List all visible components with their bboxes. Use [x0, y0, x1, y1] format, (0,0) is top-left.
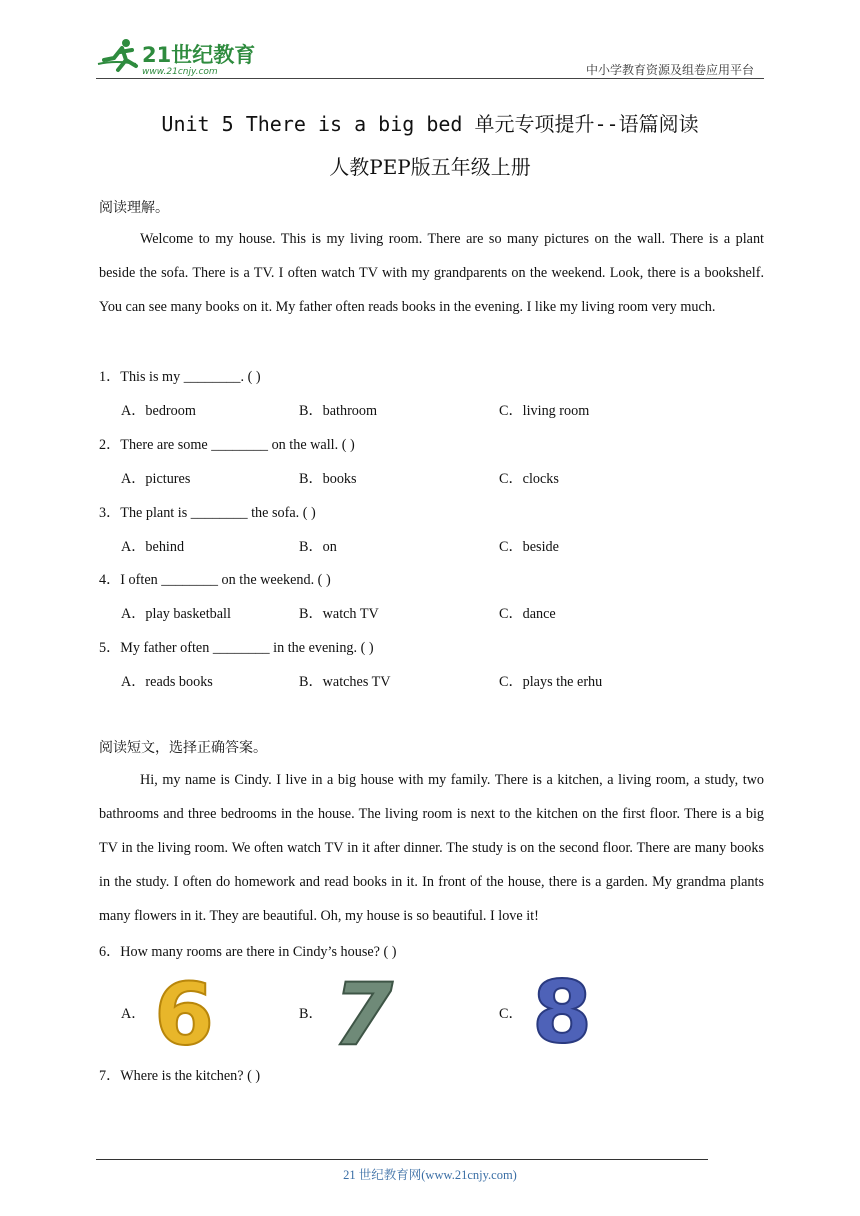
platform-label: 中小学教育资源及组卷应用平台: [585, 63, 754, 77]
q4-option-b: B．watch TV: [299, 606, 379, 622]
svg-text:www.21cnjy.com: www.21cnjy.com: [142, 67, 218, 77]
q2-option-b: B．books: [299, 471, 357, 487]
number-eight-image: [522, 966, 602, 1052]
number-six-image: [144, 968, 224, 1054]
q4-option-c: C．dance: [499, 606, 556, 622]
q5-option-c: C．plays the erhu: [499, 674, 603, 690]
q5-option-b: B．watches TV: [299, 674, 391, 690]
section2-heading: 阅读短文，选择正确答案。: [99, 740, 267, 756]
site-logo: [96, 36, 256, 78]
question-3: 3．The plant is ________ the sofa. ( ): [99, 505, 316, 521]
svg-text:21世纪教育: 21世纪教育: [142, 43, 256, 67]
header-divider: [96, 78, 764, 79]
section1-heading: 阅读理解。: [99, 200, 169, 216]
q1-option-b: B．bathroom: [299, 403, 378, 419]
question-7: 7．Where is the kitchen? ( ): [99, 1068, 261, 1084]
page-subtitle: 人教PEP版五年级上册: [329, 155, 531, 179]
svg-text:8: 8: [532, 966, 592, 1052]
section2-passage: Hi, my name is Cindy. I live in a big house with my family. There is a kitchen, a living room, a study, two bathrooms and three bedrooms in the house. The living room is next to the kitchen on the first floor. There is a big TV in the living room. We often watch TV in it after dinner. The study is on the second floor. There are many books in the study. I often do homework and read books in it. In front of the house, there is a garden. My grandma plants many flowers in it. They are beautiful. Oh, my house is so beautiful. I love it!: [99, 772, 764, 924]
q2-option-a: A．pictures: [121, 471, 191, 487]
q3-option-a: A．behind: [121, 539, 185, 555]
question-1: 1．This is my ________. ( ): [99, 369, 261, 385]
number-seven-image: [323, 968, 403, 1054]
page-title: Unit 5 There is a big bed 单元专项提升--语篇阅读: [161, 112, 699, 136]
q6-option-a-label: A．: [121, 1006, 146, 1022]
section1-passage: Welcome to my house. This is my living room. There are so many pictures on the wall. There is a plant beside the sofa. There is a TV. I often watch TV with my grandparents on the weekend. Look, there is a bookshelf. You can see many books on it. My father often reads books in the evening. I like my living room very much.: [99, 231, 764, 315]
q5-option-a: A．reads books: [121, 674, 213, 690]
svg-text:7: 7: [333, 968, 393, 1054]
q1-option-c: C．living room: [499, 403, 590, 419]
question-6: 6．How many rooms are there in Cindy’s house? ( ): [99, 944, 397, 960]
q4-option-a: A．play basketball: [121, 606, 231, 622]
q3-option-c: C．beside: [499, 539, 559, 555]
q3-option-b: B．on: [299, 539, 337, 555]
question-2: 2．There are some ________ on the wall. ( ): [99, 437, 355, 453]
q6-option-c-label: C．: [499, 1006, 523, 1022]
question-5: 5．My father often ________ in the evening. ( ): [99, 640, 374, 656]
question-4: 4．I often ________ on the weekend. ( ): [99, 572, 331, 588]
q6-option-b-label: B．: [299, 1006, 323, 1022]
footer-divider: [96, 1159, 708, 1160]
q2-option-c: C．clocks: [499, 471, 559, 487]
svg-text:6: 6: [154, 968, 214, 1054]
footer-link[interactable]: 21 世纪教育网(www.21cnjy.com): [343, 1168, 517, 1182]
q1-option-a: A．bedroom: [121, 403, 196, 419]
